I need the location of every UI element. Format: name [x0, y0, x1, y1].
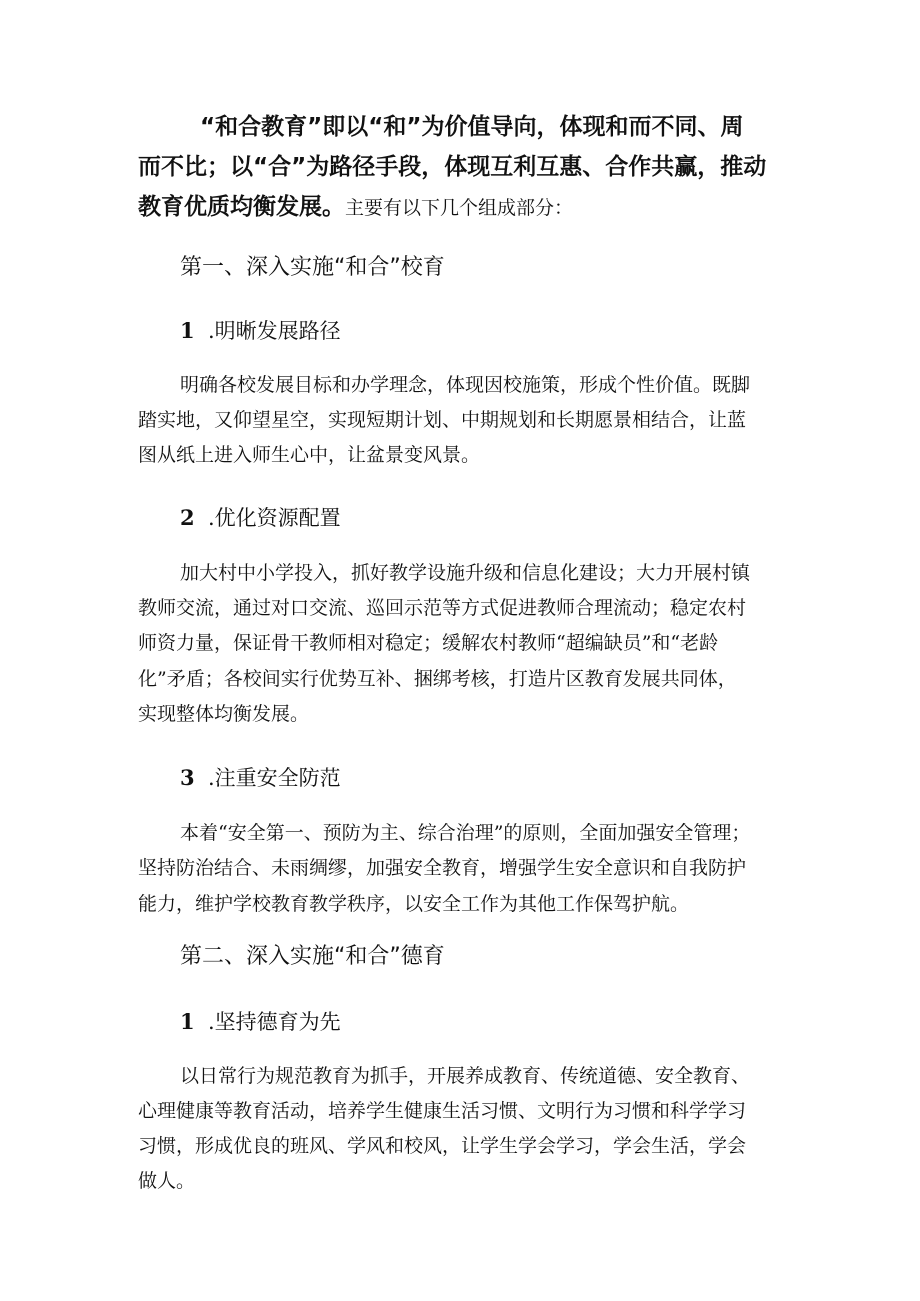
- paragraph-line: 习惯，形成优良的班风、学风和校风，让学生学会学习，学会生活，学会: [138, 1135, 747, 1157]
- subheading-1-3: [180, 767, 341, 789]
- subheading-title: .注重安全防范: [207, 766, 341, 790]
- section-heading-1: 第一、深入实施“和合”校育: [180, 255, 445, 280]
- subheading-number: 1: [180, 1009, 195, 1034]
- paragraph-line: 教师交流，通过对口交流、巡回示范等方式促进教师合理流动；稳定农村: [138, 597, 747, 619]
- subheading-1-2: [180, 507, 341, 529]
- paragraph-line: 能力，维护学校教育教学秩序，以安全工作为其他工作保驾护航。: [138, 893, 690, 915]
- paragraph-line: 心理健康等教育活动，培养学生健康生活习惯、文明行为习惯和科学学习: [138, 1100, 747, 1122]
- paragraph-line: 踏实地，又仰望星空，实现短期计划、中期规划和长期愿景相结合，让蓝: [138, 409, 747, 431]
- intro-line-3-bold: 教育优质均衡发展。: [138, 194, 345, 220]
- subheading-number: 1: [180, 318, 195, 343]
- subheading-2-1: [180, 1011, 341, 1033]
- paragraph-line: 坚持防治结合、未雨绸缪，加强安全教育，增强学生安全意识和自我防护: [138, 857, 747, 879]
- subheading-number: 3: [180, 765, 195, 790]
- subheading-number: 2: [180, 505, 195, 530]
- section-heading-2: 第二、深入实施“和合”德育: [180, 944, 445, 969]
- intro-line-3-tail: 主要有以下几个组成部分：: [345, 197, 574, 219]
- paragraph-line: 明确各校发展目标和办学理念，体现因校施策，形成个性价值。既脚: [180, 374, 751, 396]
- paragraph-line: 做人。: [138, 1170, 196, 1192]
- paragraph-line: 本着“安全第一、预防为主、综合治理”的原则，全面加强安全管理；: [180, 822, 751, 844]
- paragraph-line: 化”矛盾；各校间实行优势互补、捆绑考核，打造片区教育发展共同体，: [138, 668, 737, 690]
- subheading-1-1: [180, 320, 341, 342]
- paragraph-line: 图从纸上进入师生心中，让盆景变风景。: [138, 444, 481, 466]
- subheading-title: .明晰发展路径: [207, 319, 341, 343]
- subheading-title: .优化资源配置: [207, 506, 341, 530]
- intro-line-1: “和合教育”即以“和”为价值导向，体现和而不同、周: [200, 114, 744, 140]
- intro-line-2: 而不比；以“合”为路径手段，体现互利互惠、合作共赢，推动: [138, 154, 767, 180]
- paragraph-line: 以日常行为规范教育为抓手，开展养成教育、传统道德、安全教育、: [180, 1065, 751, 1087]
- paragraph-line: 师资力量，保证骨干教师相对稳定；缓解农村教师“超编缺员”和“老龄: [138, 632, 719, 654]
- subheading-title: .坚持德育为先: [207, 1010, 341, 1034]
- paragraph-line: 实现整体均衡发展。: [138, 703, 310, 725]
- paragraph-line: 加大村中小学投入，抓好教学设施升级和信息化建设；大力开展村镇: [180, 562, 751, 584]
- intro-line-3: [138, 196, 573, 219]
